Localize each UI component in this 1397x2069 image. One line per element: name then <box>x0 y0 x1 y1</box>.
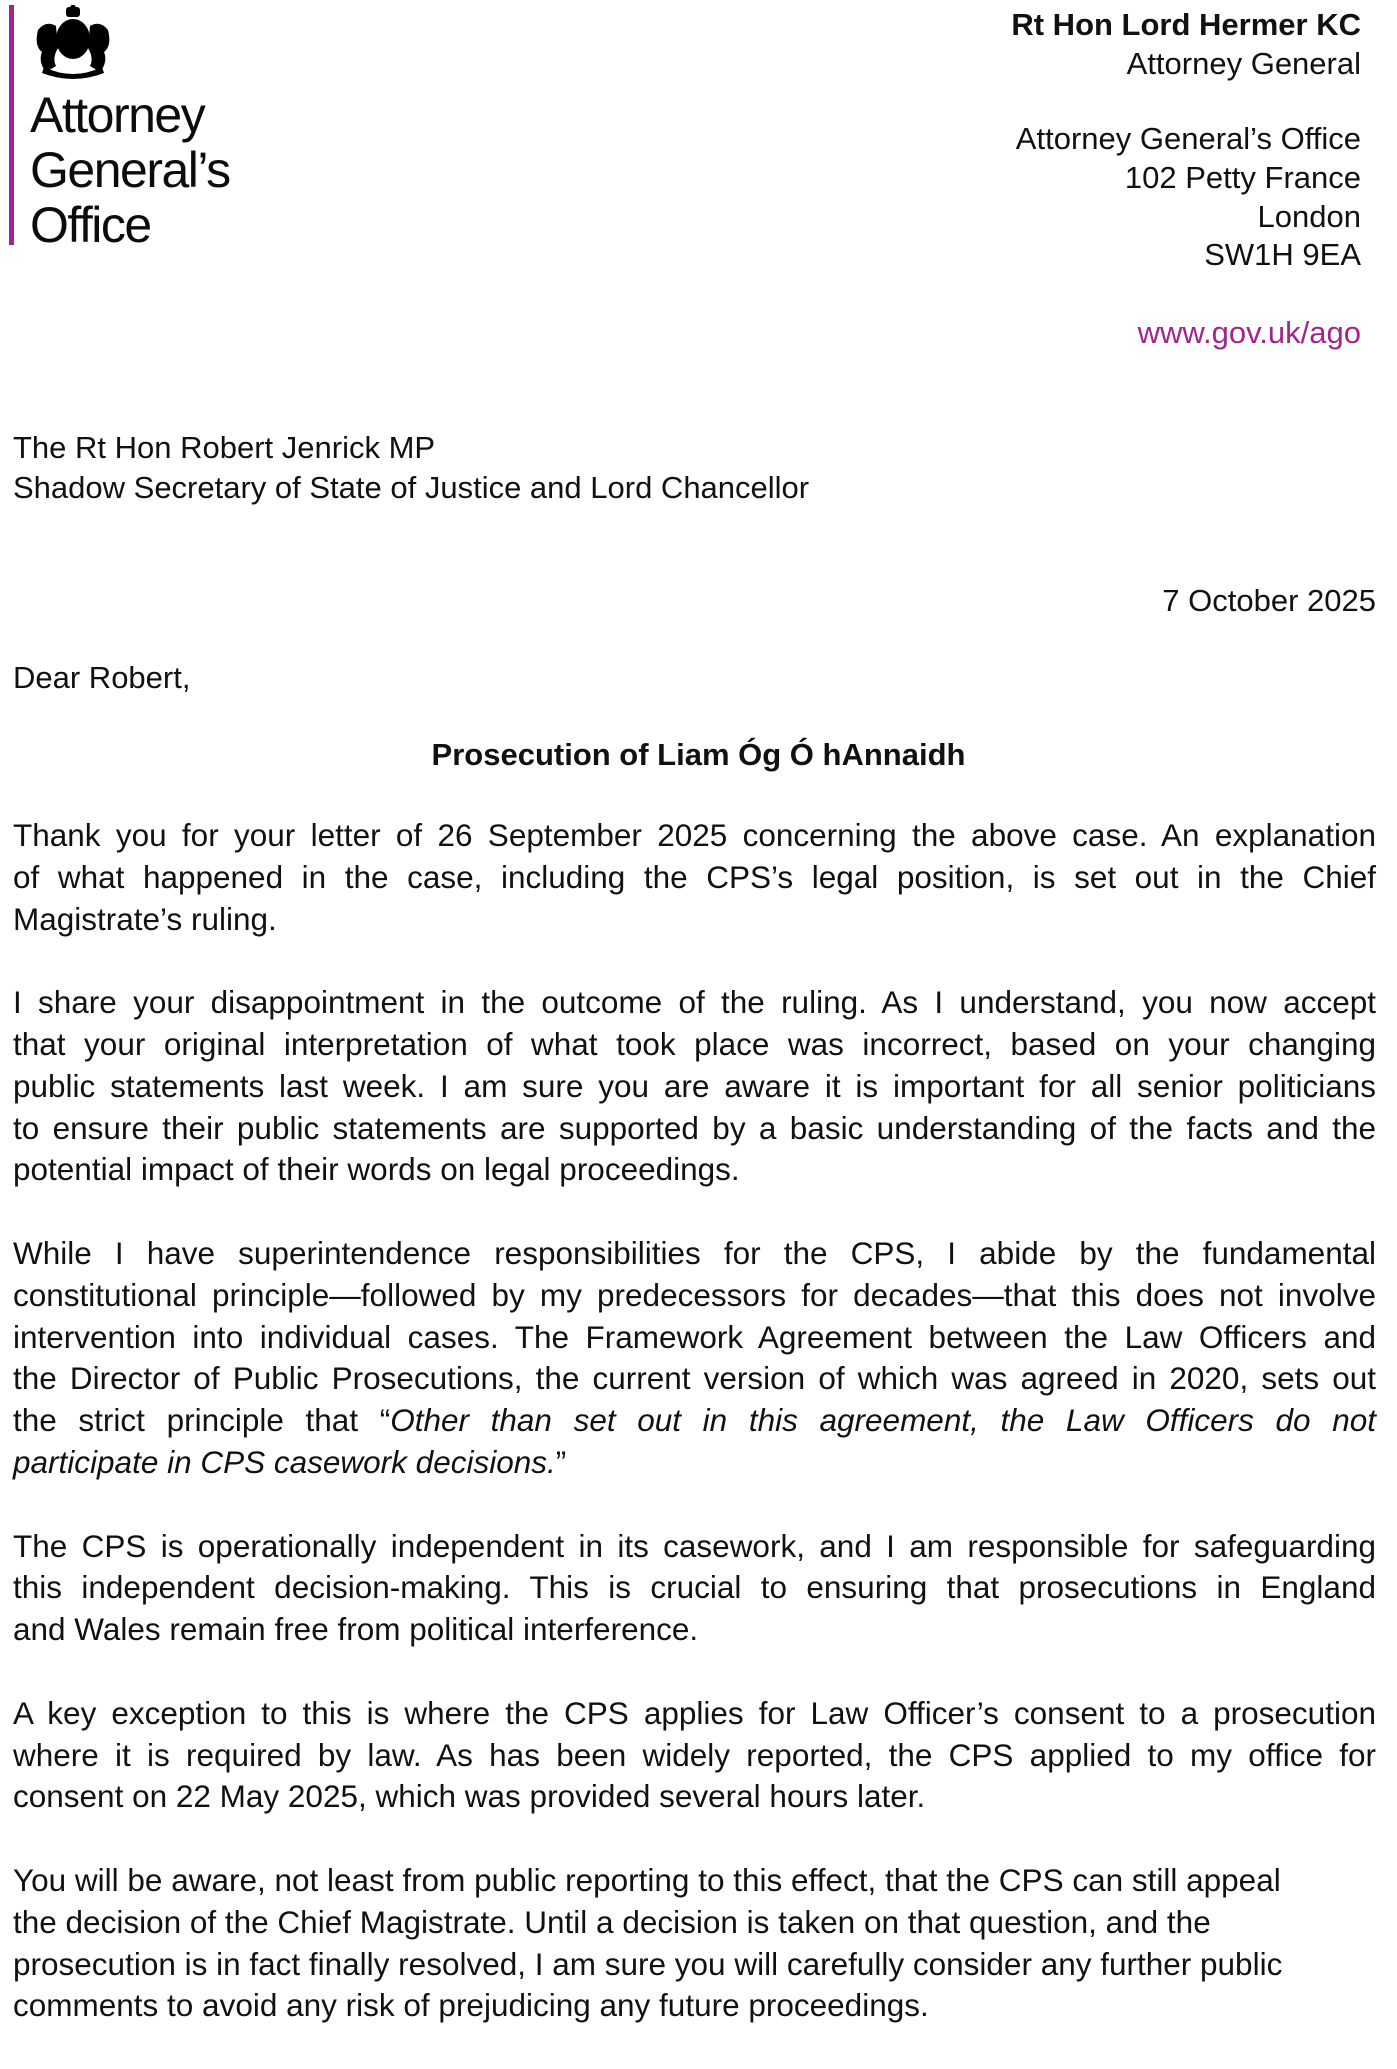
logo-line: Attorney <box>30 87 205 143</box>
paragraph-line: potential impact of their words on legal proceedings. <box>13 1151 740 1188</box>
letter-body <box>13 815 1376 2069</box>
paragraph-line: comments to avoid any risk of prejudicing any future proceedings. <box>13 1987 929 2024</box>
logo-line: Office <box>30 197 151 253</box>
paragraph-line: Thank you for your letter of 26 September 2025 concerning the above case. An explanation <box>13 817 1376 853</box>
paragraph-line: participate in CPS casework decisions.” <box>13 1443 567 1480</box>
address-line: SW1H 9EA <box>1204 237 1361 273</box>
paragraph-line: to ensure their public statements are supported by a basic understanding of the facts and the <box>13 1109 1376 1146</box>
logo-accent-bar <box>9 5 14 245</box>
logo-wordmark <box>30 88 230 253</box>
letter-subject: Prosecution of Liam Óg Ó hAnnaidh <box>431 737 966 772</box>
recipient-line: The Rt Hon Robert Jenrick MP <box>13 430 436 465</box>
paragraph-line: Magistrate’s ruling. <box>13 900 277 937</box>
recipient-line: Shadow Secretary of State of Justice and Lord Chancellor <box>13 470 810 505</box>
paragraph-line: where it is required by law. As has been widely reported, the CPS applied to my office for <box>13 1736 1376 1773</box>
paragraph-line: the Director of Public Prosecutions, the current version of which was agreed in 2020, sets out <box>13 1360 1376 1397</box>
paragraph-line: public statements last week. I am sure you are aware it is important for all senior politicians <box>13 1067 1376 1104</box>
address-line: Attorney General’s Office <box>1015 121 1361 156</box>
paragraph-line: consent on 22 May 2025, which was provided several hours later. <box>13 1778 926 1815</box>
body-paragraph <box>13 815 1376 940</box>
quoted-text: participate in CPS casework decisions. <box>13 1443 556 1480</box>
paragraph-line: While I have superintendence responsibilities for the CPS, I abide by the fundamental <box>13 1234 1376 1271</box>
paragraph-line: that your original interpretation of what took place was incorrect, based on your changing <box>13 1025 1376 1062</box>
paragraph-line: You will be aware, not least from public reporting to this effect, that the CPS can still appeal <box>13 1861 1281 1898</box>
paragraph-line: intervention into individual cases. The Framework Agreement between the Law Officers and <box>13 1318 1376 1355</box>
paragraph-line: the decision of the Chief Magistrate. Until a decision is taken on that question, and the <box>13 1903 1211 1940</box>
salutation: Dear Robert, <box>13 660 191 695</box>
paragraph-line: the strict principle that “Other than set out in this agreement, the Law Officers do not <box>13 1402 1376 1439</box>
royal-crest-icon <box>30 5 116 80</box>
sender-name: Rt Hon Lord Hermer KC <box>1011 7 1361 42</box>
paragraph-line: I share your disappointment in the outcome of the ruling. As I understand, you now accept <box>13 984 1376 1021</box>
address-line: 102 Petty France <box>1124 159 1361 195</box>
body-paragraph <box>13 1233 1376 1484</box>
paragraph-line: prosecution is in fact finally resolved, I am sure you will carefully consider any further public <box>13 1945 1283 1982</box>
paragraph-line: this independent decision-making. This is crucial to ensuring that prosecutions in England <box>13 1569 1376 1606</box>
website-link[interactable]: www.gov.uk/ago <box>1137 315 1361 350</box>
body-paragraph <box>13 1526 1376 1651</box>
sender-block <box>1011 6 1361 84</box>
paragraph-line: A key exception to this is where the CPS applies for Law Officer’s consent to a prosecution <box>13 1694 1376 1731</box>
body-paragraph <box>13 982 1376 1191</box>
body-paragraph <box>13 1860 1376 2027</box>
paragraph-line: and Wales remain free from political interference. <box>13 1611 699 1648</box>
paragraph-line: of what happened in the case, including the CPS’s legal position, is set out in the Chief <box>13 858 1376 895</box>
recipient-block <box>13 428 809 508</box>
quoted-text: Other than set out in this agreement, the Law Officers do not <box>390 1402 1376 1439</box>
paragraph-line: constitutional principle—followed by my predecessors for decades—that this does not involve <box>13 1276 1376 1313</box>
paragraph-line: The CPS is operationally independent in its casework, and I am responsible for safeguarding <box>13 1527 1376 1564</box>
sender-role: Attorney General <box>1126 45 1361 81</box>
body-paragraph <box>13 1693 1376 1818</box>
address-line: London <box>1257 198 1361 234</box>
letter-date: 7 October 2025 <box>1162 583 1376 618</box>
logo-line: General’s <box>30 142 230 198</box>
sender-address <box>1016 120 1361 275</box>
